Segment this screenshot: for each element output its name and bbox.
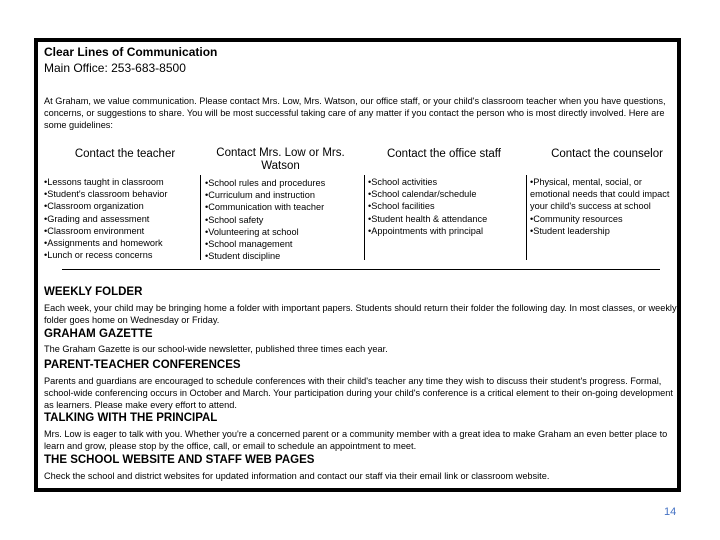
list-item: •School facilities bbox=[368, 201, 435, 212]
header-title: Clear Lines of Communication bbox=[44, 45, 218, 59]
list-item: •Classroom environment bbox=[44, 225, 145, 236]
list-item: •Student leadership bbox=[530, 225, 610, 236]
section-divider bbox=[62, 269, 660, 270]
column-divider bbox=[364, 175, 365, 260]
office-staff-topics-list bbox=[368, 176, 487, 237]
list-item: •School safety bbox=[205, 214, 264, 225]
list-item: •Communication with teacher bbox=[205, 202, 325, 213]
section-title-conferences: PARENT-TEACHER CONFERENCES bbox=[44, 359, 241, 371]
list-item: •Assignments and homework bbox=[44, 238, 163, 249]
section-title-website: THE SCHOOL WEBSITE AND STAFF WEB PAGES bbox=[44, 454, 315, 466]
principal-topics-list bbox=[205, 177, 325, 262]
column-heading-counselor: Contact the counselor bbox=[551, 148, 663, 160]
section-body-principal: Mrs. Low is eager to talk with you. Whether you're a concerned parent or a community member with a great idea to make Graham an even better place to learn and grow, please stop by the office, call, or email to schedule an appointment to meet. bbox=[44, 429, 668, 451]
section-title-weekly-folder: WEEKLY FOLDER bbox=[44, 286, 143, 298]
list-item: •Classroom organization bbox=[44, 201, 144, 212]
list-item: •Student's classroom behavior bbox=[44, 189, 168, 200]
section-body-weekly-folder: Each week, your child may be bringing home a folder with important papers. Students should return their folder the following day. In most classes, or weekly folder goes home on Wednesday or Friday. bbox=[44, 303, 677, 325]
column-heading-teacher: Contact the teacher bbox=[74, 148, 176, 160]
list-item: •School rules and procedures bbox=[205, 178, 326, 188]
list-item: •Physical, mental, social, or emotional needs that could impact your child's success at school bbox=[530, 177, 670, 212]
column-divider bbox=[526, 175, 527, 260]
section-body-website: Check the school and district websites for updated information and contact our staff via their email link or classroom website. bbox=[44, 471, 550, 481]
list-item: •Appointments with principal bbox=[368, 225, 484, 236]
list-item: •Student health & attendance bbox=[368, 213, 488, 224]
page-number: 14 bbox=[664, 506, 677, 518]
list-item: •Volunteering at school bbox=[205, 226, 299, 237]
column-heading-office-staff: Contact the office staff bbox=[386, 148, 501, 160]
list-item: •Lunch or recess concerns bbox=[44, 250, 153, 261]
list-item: •Curriculum and instruction bbox=[205, 190, 315, 201]
main-office-phone: Main Office: 253-683-8500 bbox=[44, 61, 186, 75]
section-title-principal: TALKING WITH THE PRINCIPAL bbox=[44, 412, 218, 424]
list-item: •School management bbox=[205, 239, 293, 250]
counselor-topics-list bbox=[530, 176, 682, 237]
column-heading-principal: Contact Mrs. Low or Mrs. Watson bbox=[216, 147, 345, 172]
list-item: •Grading and assessment bbox=[44, 213, 150, 224]
section-body-graham-gazette: The Graham Gazette is our school-wide newsletter, published three times each year. bbox=[44, 344, 388, 354]
list-item: •Community resources bbox=[530, 213, 623, 224]
column-divider bbox=[200, 175, 201, 260]
teacher-topics-list bbox=[44, 176, 167, 261]
list-item: •School activities bbox=[368, 177, 438, 187]
section-title-graham-gazette: GRAHAM GAZETTE bbox=[44, 328, 153, 340]
section-body-conferences: Parents and guardians are encouraged to schedule conferences with their child's teacher any time they wish to discuss their student's progress. Formal, school-wide conferencing occurs in October and March. Your participation during your child's conference is a critical element to their on-going development as learners. Please make every effort to attend. bbox=[44, 376, 673, 410]
list-item: •School calendar/schedule bbox=[368, 189, 477, 200]
intro-paragraph: At Graham, we value communication. Please contact Mrs. Low, Mrs. Watson, our office staff, or your child's classroom teacher when you have questions, concerns, or suggestions to share. You will be most successful taking care of any matter if you contact the person who is most directly involved. Here are some guidelines: bbox=[44, 96, 666, 130]
list-item: •Student discipline bbox=[205, 251, 281, 262]
list-item: •Lessons taught in classroom bbox=[44, 177, 164, 187]
